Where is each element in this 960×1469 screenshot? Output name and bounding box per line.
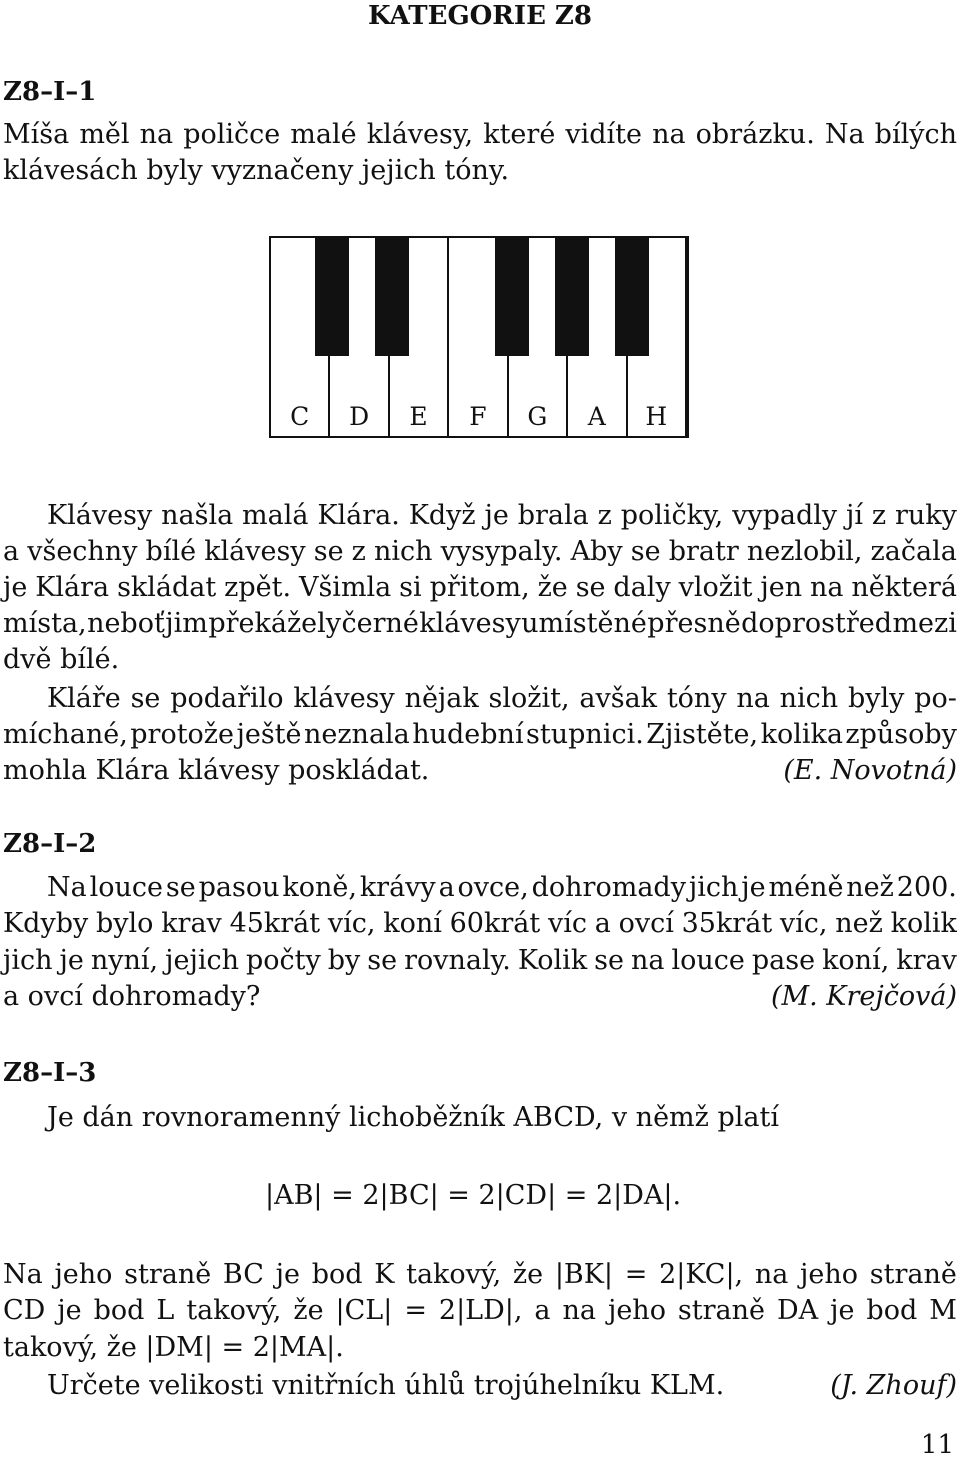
key-label: A: [587, 402, 606, 431]
problem-1-line: místa, neboť jim překážely černé klávesy umístěné přesně doprostřed mezi: [3, 608, 957, 639]
problem-2-line: jich je nyní, jejich počty by se rovnaly. Kolik se na louce pase koní, krav: [3, 945, 957, 976]
category-title: KATEGORIE Z8: [367, 1, 593, 31]
key-label: F: [469, 402, 487, 431]
problem-1-line: klávesách byly vyznačeny jejich tóny.: [3, 155, 510, 186]
problem-3-line: takový, že |DM| = 2|MA|.: [3, 1332, 344, 1363]
black-key: [555, 238, 589, 356]
black-key: [315, 238, 349, 356]
problem-3-heading: Z8–I–3: [3, 1058, 97, 1088]
problem-1-line: Míša měl na poličce malé klávesy, které vidíte na obrázku. Na bílých: [3, 119, 957, 150]
problem-3-line: Na jeho straně BC je bod K takový, že |BK| = 2|KC|, na jeho straně: [3, 1259, 957, 1290]
key-label: H: [645, 402, 668, 431]
key-label: C: [290, 402, 310, 431]
problem-2-author: (M. Krejčová): [770, 981, 957, 1012]
piano-keyboard-figure: [269, 236, 689, 438]
problem-1-line: mohla Klára klávesy poskládat.: [3, 755, 430, 786]
problem-2-line: Na louce se pasou koně, krávy a ovce, dohromady jich je méně než 200.: [47, 872, 957, 903]
problem-1-line: míchané, protože ještě neznala hudební stupnici. Zjistěte, kolika způsoby: [3, 719, 957, 750]
problem-3-line: CD je bod L takový, že |CL| = 2|LD|, a na jeho straně DA je bod M: [3, 1295, 957, 1326]
problem-1-line: je Klára skládat zpět. Všimla si přitom, že se daly vložit jen na některá: [3, 572, 957, 603]
problem-1-line: a všechny bílé klávesy se z nich vysypaly. Aby se bratr nezlobil, začala: [3, 536, 957, 567]
problem-2-line: Kdyby bylo krav 45krát víc, koní 60krát víc a ovcí 35krát víc, než kolik: [3, 908, 957, 939]
problem-1-line: Kláře se podařilo klávesy nějak složit, avšak tóny na nich byly po-: [47, 683, 957, 714]
problem-1-line: dvě bílé.: [3, 644, 120, 675]
problem-1-author: (E. Novotná): [783, 755, 957, 786]
black-key: [375, 238, 409, 356]
key-label: E: [409, 402, 428, 431]
key-label: D: [349, 402, 370, 431]
problem-3-intro: Je dán rovnoramenný lichoběžník ABCD, v němž platí: [47, 1102, 779, 1133]
problem-2-heading: Z8–I–2: [3, 829, 97, 859]
problem-3-question: Určete velikosti vnitřních úhlů trojúhelníku KLM.: [47, 1370, 725, 1401]
problem-1-line: Klávesy našla malá Klára. Když je brala z poličky, vypadly jí z ruky: [47, 500, 957, 531]
page-number: 11: [920, 1430, 954, 1460]
black-key: [495, 238, 529, 356]
black-key: [615, 238, 649, 356]
key-label: G: [527, 402, 548, 431]
problem-3-author: (J. Zhouf): [830, 1370, 957, 1401]
problem-1-heading: Z8–I–1: [3, 77, 97, 107]
problem-2-line: a ovcí dohromady?: [3, 981, 261, 1012]
problem-3-formula: |AB| = 2|BC| = 2|CD| = 2|DA|.: [265, 1180, 682, 1211]
